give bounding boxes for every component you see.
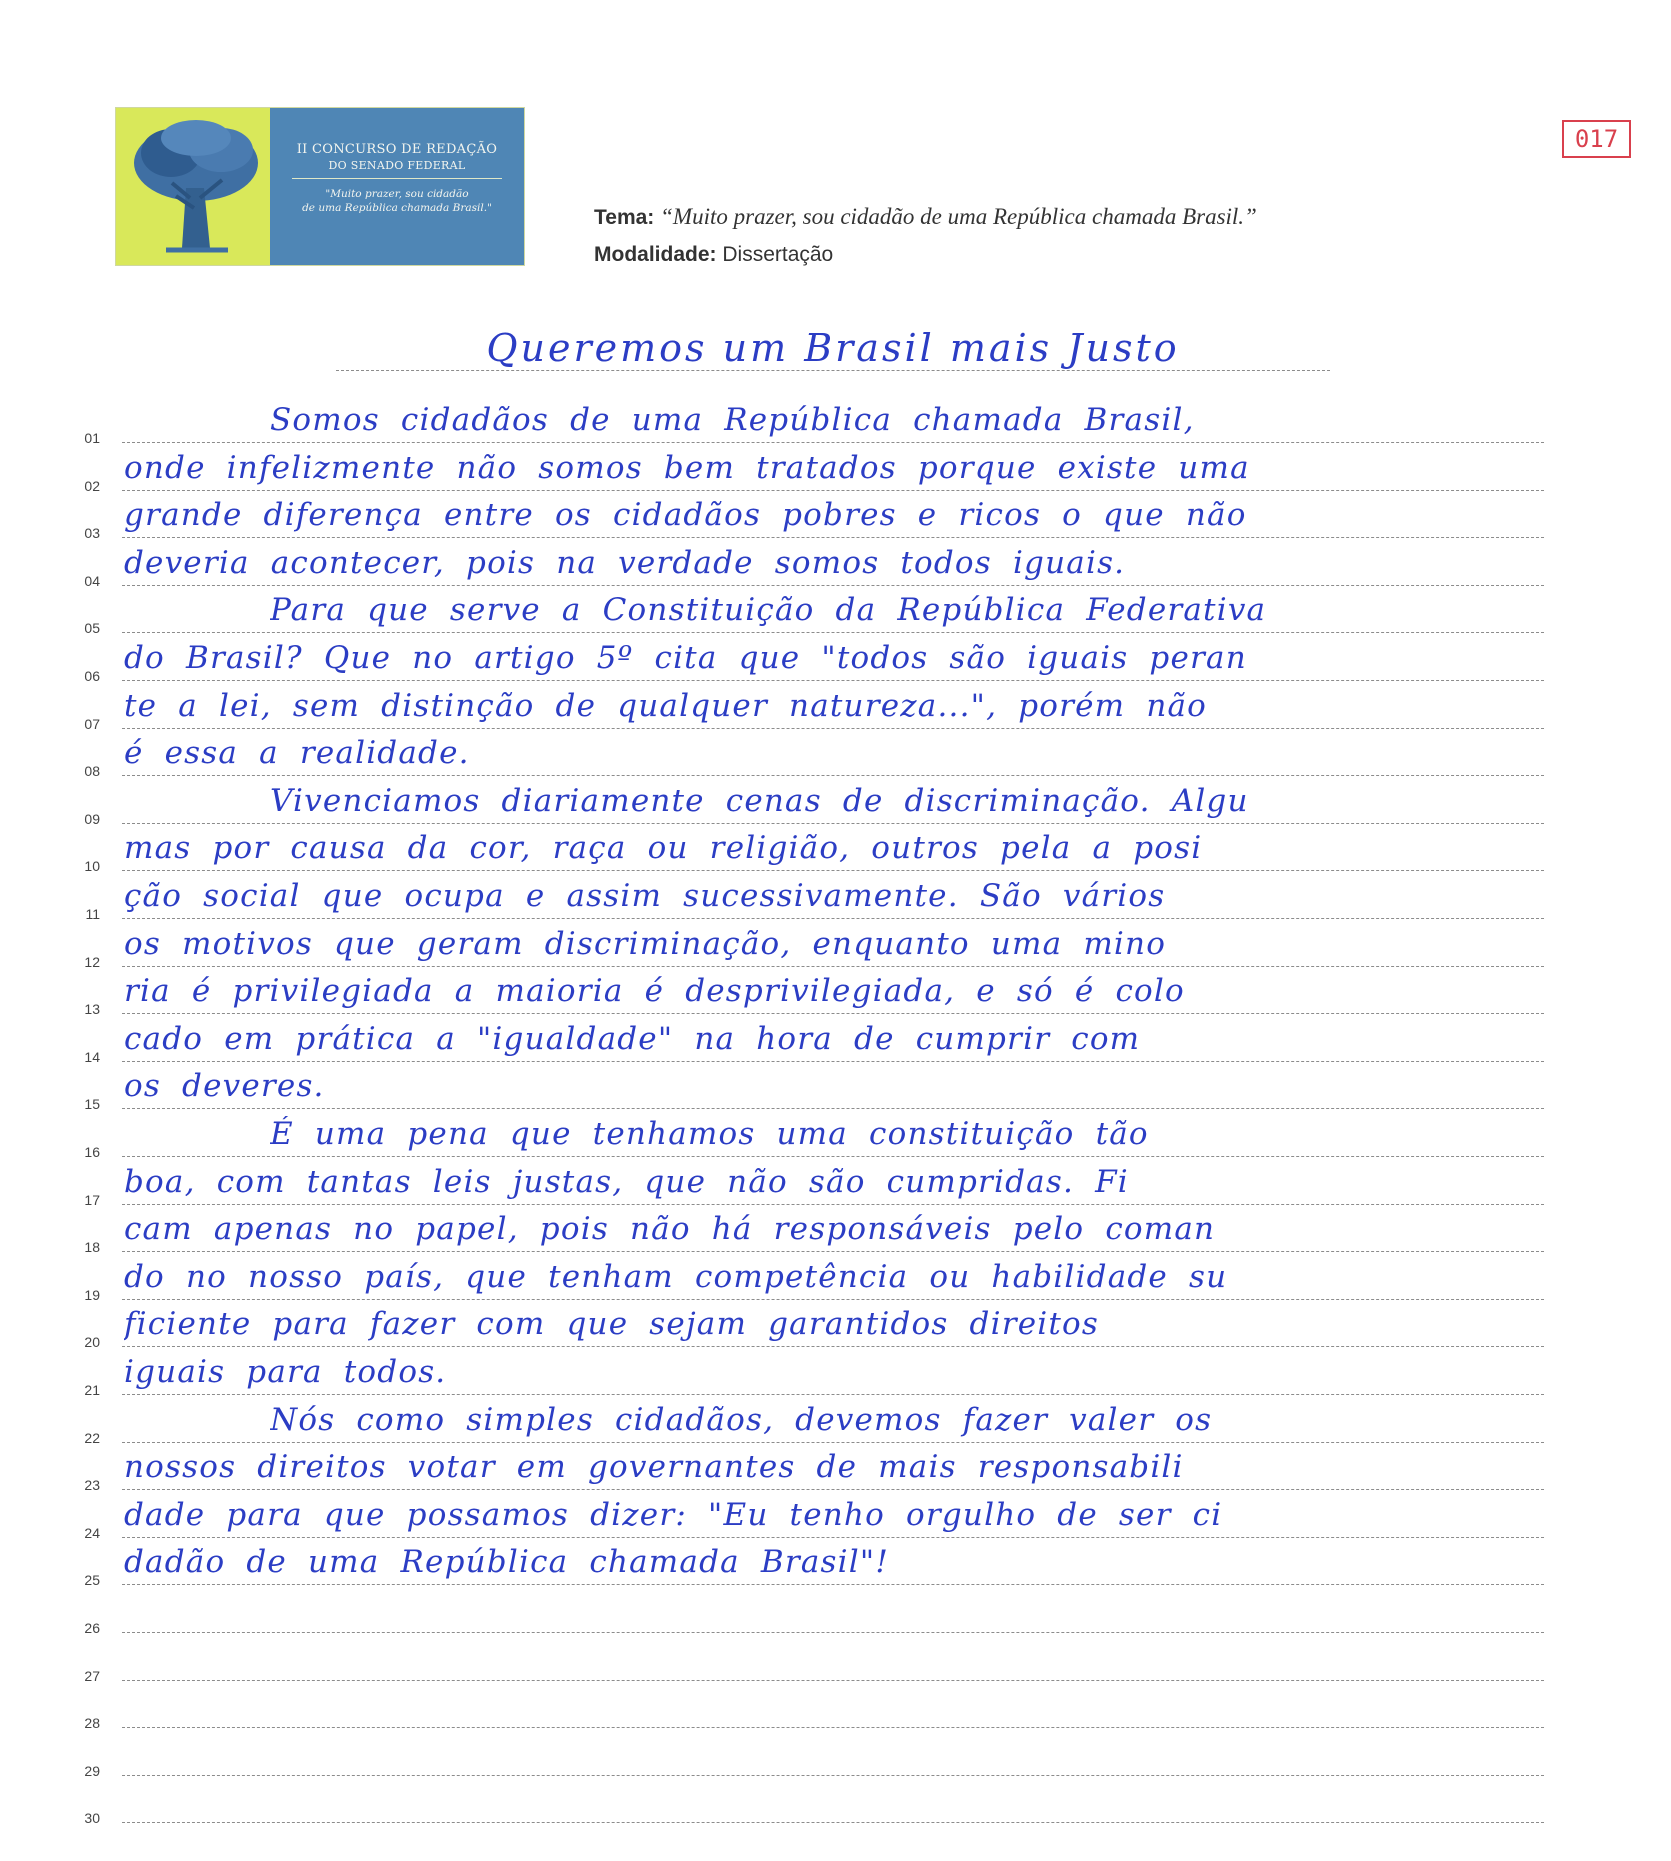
line-rule [122,966,1544,967]
essay-line-text: os motivos que geram discriminação, enquanto uma mino [124,925,1167,962]
line-number: 11 [85,906,100,922]
essay-line-text: cam apenas no papel, pois não há responsáveis pelo coman [124,1211,1216,1248]
line-number: 19 [84,1286,100,1303]
line-rule [122,1822,1544,1823]
line-rule [122,918,1544,919]
essay-line-text: é essa a realidade. [124,735,470,772]
essay-line-text: ficiente para fazer com que sejam garantidos direitos [124,1306,1100,1343]
essay-line-text: deveria acontecer, pois na verdade somos todos iguais. [124,544,1126,581]
line-rule [122,1775,1544,1776]
line-rule [122,728,1544,729]
essay-line-text: do Brasil? Que no artigo 5º cita que "todos são iguais peran [124,640,1247,676]
essay-line-text: do no nosso país, que tenham competência ou habilidade su [124,1258,1228,1295]
line-rule [122,1680,1544,1681]
line-rule [122,680,1544,681]
contest-banner [116,108,524,265]
line-number: 16 [84,1144,100,1160]
theme-line [594,204,1257,230]
mode-label: Modalidade: [594,243,717,266]
essay-line-text: nossos direitos votar em governantes de mais responsabili [124,1449,1184,1486]
line-rule [122,632,1544,633]
line-rule [122,1013,1544,1014]
essay-line-text: os deveres. [124,1068,325,1105]
line-rule [122,1156,1544,1157]
essay-line-text: ria é privilegiada a maioria é desprivilegiada, e só é colo [124,973,1185,1010]
title-rule [336,370,1330,371]
line-number: 18 [84,1239,100,1256]
line-rule [122,1346,1544,1347]
line-number: 09 [84,810,100,827]
essay-line-text: Vivenciamos diariamente cenas de discriminação. Algu [270,782,1249,819]
line-number: 06 [84,668,100,684]
line-number: 13 [84,1001,100,1018]
line-rule [122,1584,1544,1585]
line-number: 23 [84,1477,100,1494]
essay-line-text: onde infelizmente não somos bem tratados porque existe uma [124,449,1250,486]
line-number: 21 [84,1382,100,1398]
line-rule [122,1632,1544,1633]
line-rule [122,585,1544,586]
theme-value: “Muito prazer, sou cidadão de uma República chamada Brasil.” [660,204,1257,229]
line-number: 12 [84,953,100,970]
line-number: 30 [84,1810,100,1827]
line-number: 01 [84,430,100,446]
line-number: 04 [84,572,100,589]
line-rule [122,823,1544,824]
essay-serial-number: 017 [1562,120,1631,158]
essay-line-text: dade para que possamos dizer: "Eu tenho orgulho de ser ci [124,1496,1223,1533]
essay-line-text: Nós como simples cidadãos, devemos fazer valer os [270,1401,1213,1438]
line-rule [122,1251,1544,1252]
essay-line-text: dadão de uma República chamada Brasil"! [124,1544,889,1581]
essay-line-text: Somos cidadãos de uma República chamada Brasil, [270,402,1195,438]
essay-line-text: grande diferença entre os cidadãos pobres e ricos o que não [124,497,1247,534]
line-number: 14 [84,1048,100,1065]
line-number: 02 [84,477,100,494]
line-rule [122,490,1544,491]
essay-line-text: iguais para todos. [124,1354,447,1390]
mode-line [594,243,833,267]
line-rule [122,1299,1544,1300]
essay-line-text: Para que serve a Constituição da República Federativa [270,592,1267,629]
line-rule [122,1061,1544,1062]
banner-title-line1: II CONCURSO DE REDAÇÃO [296,142,498,157]
essay-line-text: ção social que ocupa e assim sucessivamente. São vários [124,878,1166,914]
line-rule [122,537,1544,538]
essay-line-text: cado em prática a "igualdade" na hora de cumprir com [124,1020,1141,1057]
line-number: 15 [84,1096,100,1113]
line-number: 10 [84,858,100,875]
essay-line-text: boa, com tantas leis justas, que não são cumpridas. Fi [124,1163,1129,1200]
essay-line-text: mas por causa da cor, raça ou religião, outros pela a posi [124,830,1203,867]
line-rule [122,1394,1544,1395]
essay-line-text: É uma pena que tenhamos uma constituição tão [270,1116,1149,1152]
line-number: 29 [84,1762,100,1779]
line-number: 24 [84,1524,100,1541]
banner-text [270,108,524,265]
line-rule [122,1204,1544,1205]
essay-line-text: te a lei, sem distinção de qualquer natureza...", porém não [124,687,1208,724]
line-number: 07 [84,715,100,732]
essay-title: Queremos um Brasil mais Justo [486,326,1180,370]
line-rule [122,1108,1544,1109]
line-number: 03 [84,525,100,542]
line-number: 27 [84,1667,100,1684]
banner-divider [292,178,502,179]
line-rule [122,1727,1544,1728]
line-number: 17 [84,1191,100,1208]
mode-value: Dissertação [722,243,834,266]
line-rule [122,870,1544,871]
line-rule [122,1489,1544,1490]
line-number: 25 [84,1572,100,1589]
line-number: 26 [84,1620,100,1636]
theme-label: Tema: [594,206,655,229]
line-number: 08 [84,763,100,780]
banner-quote-line1: "Muito prazer, sou cidadão [325,188,469,200]
tree-logo [116,108,270,265]
line-number: 22 [84,1429,100,1446]
banner-quote-line2: de uma República chamada Brasil." [302,202,492,214]
line-rule [122,1442,1544,1443]
line-number: 20 [84,1334,100,1351]
line-number: 05 [84,620,100,637]
line-number: 28 [84,1715,100,1732]
tree-icon [116,108,270,265]
line-rule [122,442,1544,443]
banner-title-line2: DO SENADO FEDERAL [328,159,466,172]
line-rule [122,1537,1544,1538]
line-rule [122,775,1544,776]
